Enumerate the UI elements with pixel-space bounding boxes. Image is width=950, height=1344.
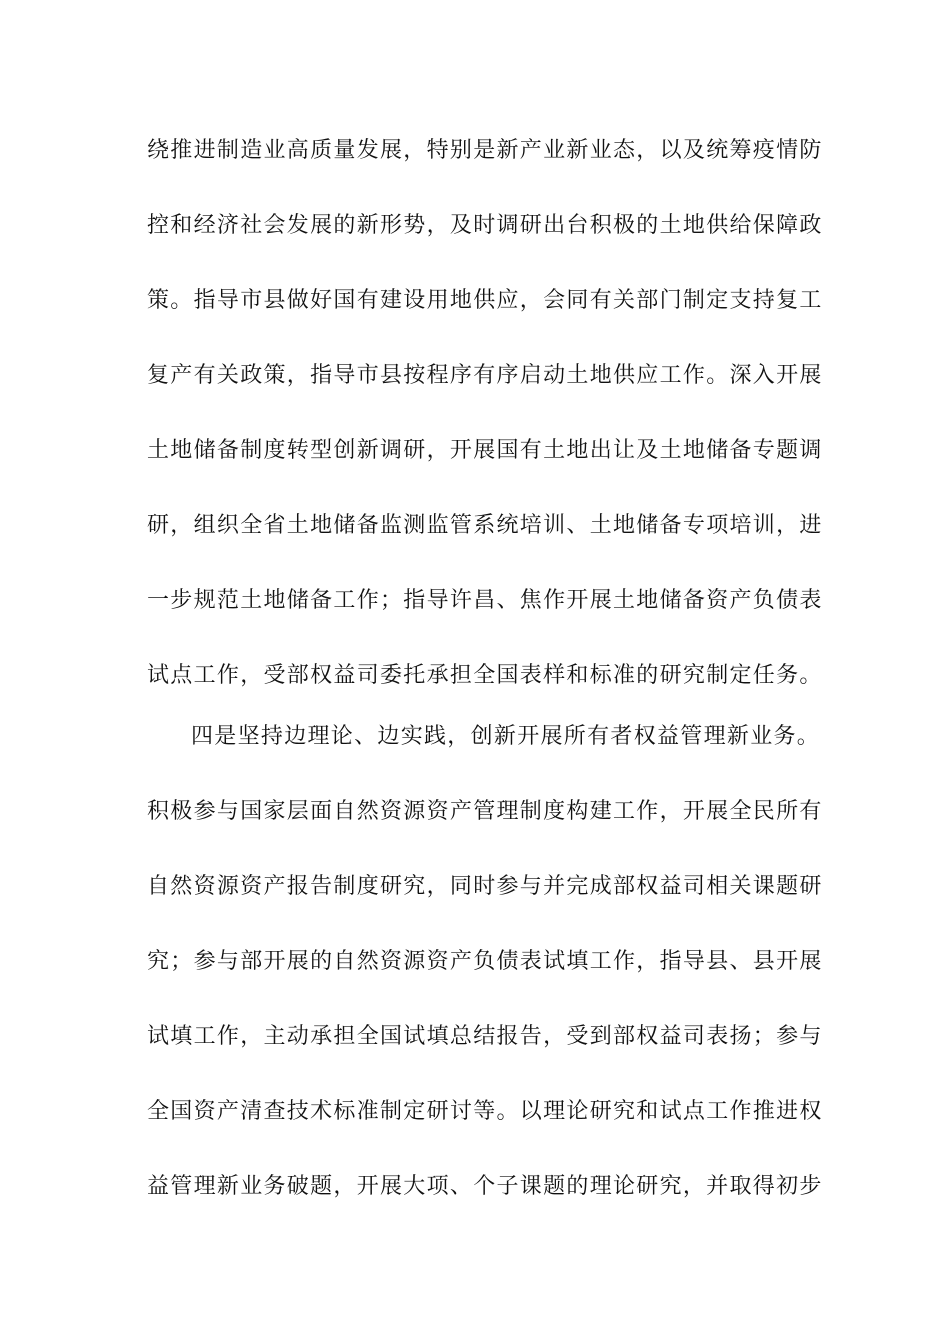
text-line: 究；参与部开展的自然资源资产负债表试填工作，指导县、县开展 bbox=[147, 949, 823, 974]
text-line: 积极参与国家层面自然资源资产管理制度构建工作，开展全民所有 bbox=[147, 799, 823, 824]
text-line: 土地储备制度转型创新调研，开展国有土地出让及土地储备专题调 bbox=[147, 438, 823, 463]
text-line: 试点工作，受部权益司委托承担全国表样和标准的研究制定任务。 bbox=[147, 663, 823, 688]
text-line: 策。指导市县做好国有建设用地供应，会同有关部门制定支持复工 bbox=[147, 288, 823, 313]
text-line: 一步规范土地储备工作；指导许昌、焦作开展土地储备资产负债表 bbox=[147, 588, 823, 613]
text-line: 控和经济社会发展的新形势，及时调研出台积极的土地供给保障政 bbox=[147, 213, 823, 238]
paragraph-first-line: 四是坚持边理论、边实践，创新开展所有者权益管理新业务。 bbox=[191, 724, 821, 749]
text-line: 益管理新业务破题，开展大项、个子课题的理论研究，并取得初步 bbox=[147, 1174, 823, 1199]
text-line: 试填工作，主动承担全国试填总结报告，受到部权益司表扬；参与 bbox=[147, 1024, 823, 1049]
text-line: 绕推进制造业高质量发展，特别是新产业新业态，以及统筹疫情防 bbox=[147, 138, 823, 163]
text-line: 自然资源资产报告制度研究，同时参与并完成部权益司相关课题研 bbox=[147, 874, 823, 899]
text-line: 研，组织全省土地储备监测监管系统培训、土地储备专项培训，进 bbox=[147, 513, 823, 538]
text-line: 全国资产清查技术标准制定研讨等。以理论研究和试点工作推进权 bbox=[147, 1099, 823, 1124]
text-line: 复产有关政策，指导市县按程序有序启动土地供应工作。深入开展 bbox=[147, 363, 823, 388]
